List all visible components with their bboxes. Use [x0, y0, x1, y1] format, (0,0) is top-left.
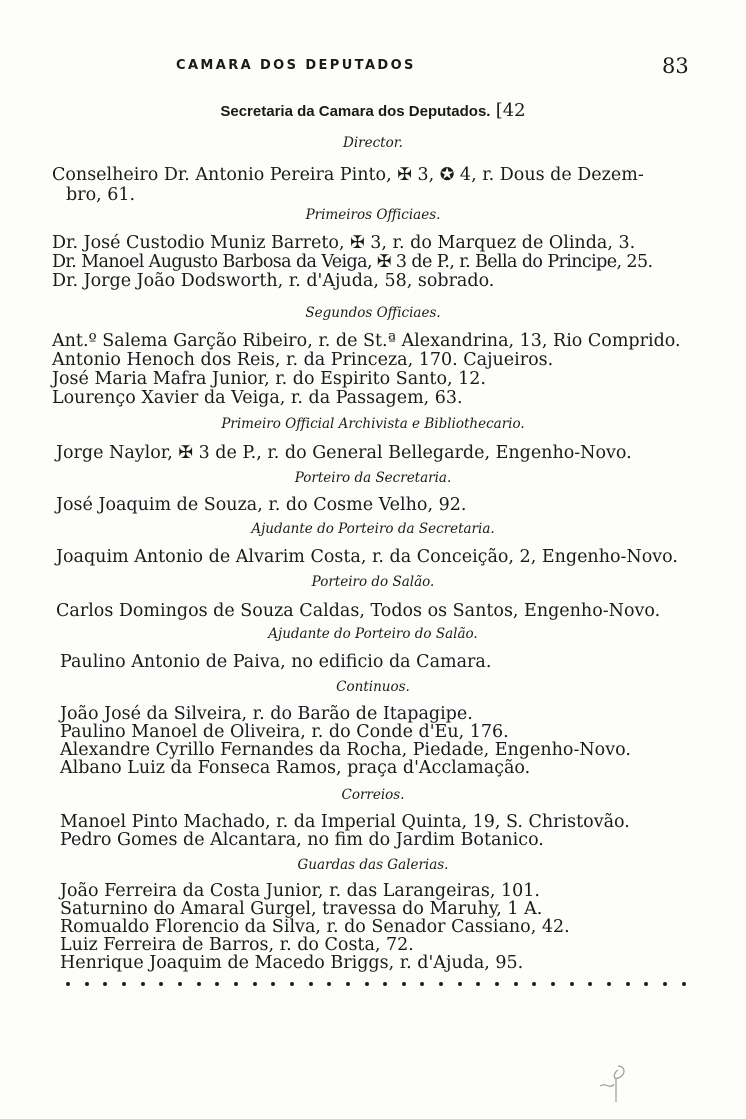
entry-line: Romualdo Florencio da Silva, r. do Senador Cassiano, 42.: [60, 917, 570, 937]
dot: [420, 982, 424, 986]
dot: [178, 982, 182, 986]
entry-line: Dr. José Custodio Muniz Barreto, ✠ 3, r. do Marquez de Olinda, 3.: [52, 233, 636, 253]
label-ajudante-salao: Ajudante do Porteiro do Salão.: [268, 626, 478, 642]
entry-line: José Maria Mafra Junior, r. do Espirito Santo, 12.: [52, 369, 486, 389]
dot: [365, 982, 369, 986]
entry-line: Albano Luiz da Fonseca Ramos, praça d'Acclamação.: [60, 758, 531, 778]
label-segundos-officiaes: Segundos Officiaes.: [305, 305, 441, 321]
label-porteiro-salao: Porteiro do Salão.: [311, 574, 435, 590]
label-guardas: Guardas das Galerias.: [297, 857, 449, 873]
entry-line: Carlos Domingos de Souza Caldas, Todos os Santos, Engenho-Novo.: [56, 601, 661, 621]
label-continuos: Continuos.: [336, 679, 410, 695]
entry-line: Dr. Jorge João Dodsworth, r. d'Ajuda, 58, sobrado.: [52, 271, 495, 291]
dot: [290, 982, 294, 986]
dot: [495, 982, 499, 986]
dot: [458, 982, 462, 986]
dot: [514, 982, 518, 986]
pencil-mark-icon: [596, 1062, 632, 1106]
running-head: [0, 52, 746, 82]
label-correios: Correios.: [341, 787, 405, 803]
running-title: CAMARA DOS DEPUTADOS: [176, 58, 416, 73]
label-director: Director.: [343, 135, 403, 151]
dot: [626, 982, 630, 986]
entry-line: Henrique Joaquim de Macedo Briggs, r. d'Ajuda, 95.: [60, 953, 524, 973]
label-archivista: Primeiro Official Archivista e Bibliothecario.: [221, 416, 525, 432]
dot: [122, 982, 126, 986]
entry-line: Antonio Henoch dos Reis, r. da Princeza, 170. Cajueiros.: [52, 350, 554, 370]
dot: [234, 982, 238, 986]
label-primeiros-officiaes: Primeiros Officiaes.: [305, 207, 441, 223]
entry-line: Saturnino do Amaral Gurgel, travessa do Maruhy, 1 A.: [60, 899, 543, 919]
dot: [532, 982, 536, 986]
dot: [570, 982, 574, 986]
dot: [607, 982, 611, 986]
entry-line: Ant.º Salema Garção Ribeiro, r. de St.ª Alexandrina, 13, Rio Comprido.: [52, 331, 681, 351]
entry-line: Paulino Manoel de Oliveira, r. do Conde d'Eu, 176.: [60, 722, 509, 742]
section-title: Secretaria da Camara dos Deputados.: [220, 103, 491, 120]
entry-line: Alexandre Cyrillo Fernandes da Rocha, Piedade, Engenho-Novo.: [60, 740, 631, 760]
entry-line: Lourenço Xavier da Veiga, r. da Passagem, 63.: [52, 388, 463, 408]
entry-line: João José da Silveira, r. do Barão de Itapagipe.: [60, 704, 473, 724]
dot: [141, 982, 145, 986]
dot: [327, 982, 331, 986]
entry-line: Pedro Gomes de Alcantara, no fim do Jardim Botanico.: [60, 830, 544, 850]
entry-line: Dr. Manoel Augusto Barbosa da Veiga, ✠ 3 de P., r. Bella do Principe, 25.: [52, 252, 653, 272]
dot: [159, 982, 163, 986]
label-ajudante-secretaria: Ajudante do Porteiro da Secretaria.: [251, 521, 495, 537]
dot: [682, 982, 686, 986]
entry-line: José Joaquim de Souza, r. do Cosme Velho, 92.: [56, 495, 467, 515]
section-ref: [42: [495, 100, 526, 121]
dot: [476, 982, 480, 986]
dot: [215, 982, 219, 986]
entry-line: Conselheiro Dr. Antonio Pereira Pinto, ✠ 3, ✪ 4, r. Dous de Dezem-: [52, 165, 644, 185]
entry-line: João Ferreira da Costa Junior, r. das Larangeiras, 101.: [60, 881, 540, 901]
page-number: 83: [662, 54, 689, 78]
dot: [271, 982, 275, 986]
section-heading: [0, 100, 746, 121]
dot: [85, 982, 89, 986]
dot: [309, 982, 313, 986]
dot: [253, 982, 257, 986]
dot: [588, 982, 592, 986]
dot: [103, 982, 107, 986]
entry-line: Jorge Naylor, ✠ 3 de P., r. do General Bellegarde, Engenho-Novo.: [56, 443, 632, 463]
entry-line: Manoel Pinto Machado, r. da Imperial Quinta, 19, S. Christovão.: [60, 812, 630, 832]
entry-line: Paulino Antonio de Paiva, no edificio da Camara.: [60, 652, 492, 672]
entry-line: Luiz Ferreira de Barros, r. do Costa, 72.: [60, 935, 414, 955]
dot: [346, 982, 350, 986]
dot: [439, 982, 443, 986]
entry-line: Joaquim Antonio de Alvarim Costa, r. da Conceição, 2, Engenho-Novo.: [56, 547, 678, 567]
dot: [551, 982, 555, 986]
dot: [644, 982, 648, 986]
dot: [66, 982, 70, 986]
dot: [402, 982, 406, 986]
dotted-rule: [66, 982, 686, 986]
dot: [197, 982, 201, 986]
dot: [663, 982, 667, 986]
label-porteiro-secretaria: Porteiro da Secretaria.: [294, 470, 452, 486]
entry-line: bro, 61.: [66, 185, 136, 205]
dot: [383, 982, 387, 986]
